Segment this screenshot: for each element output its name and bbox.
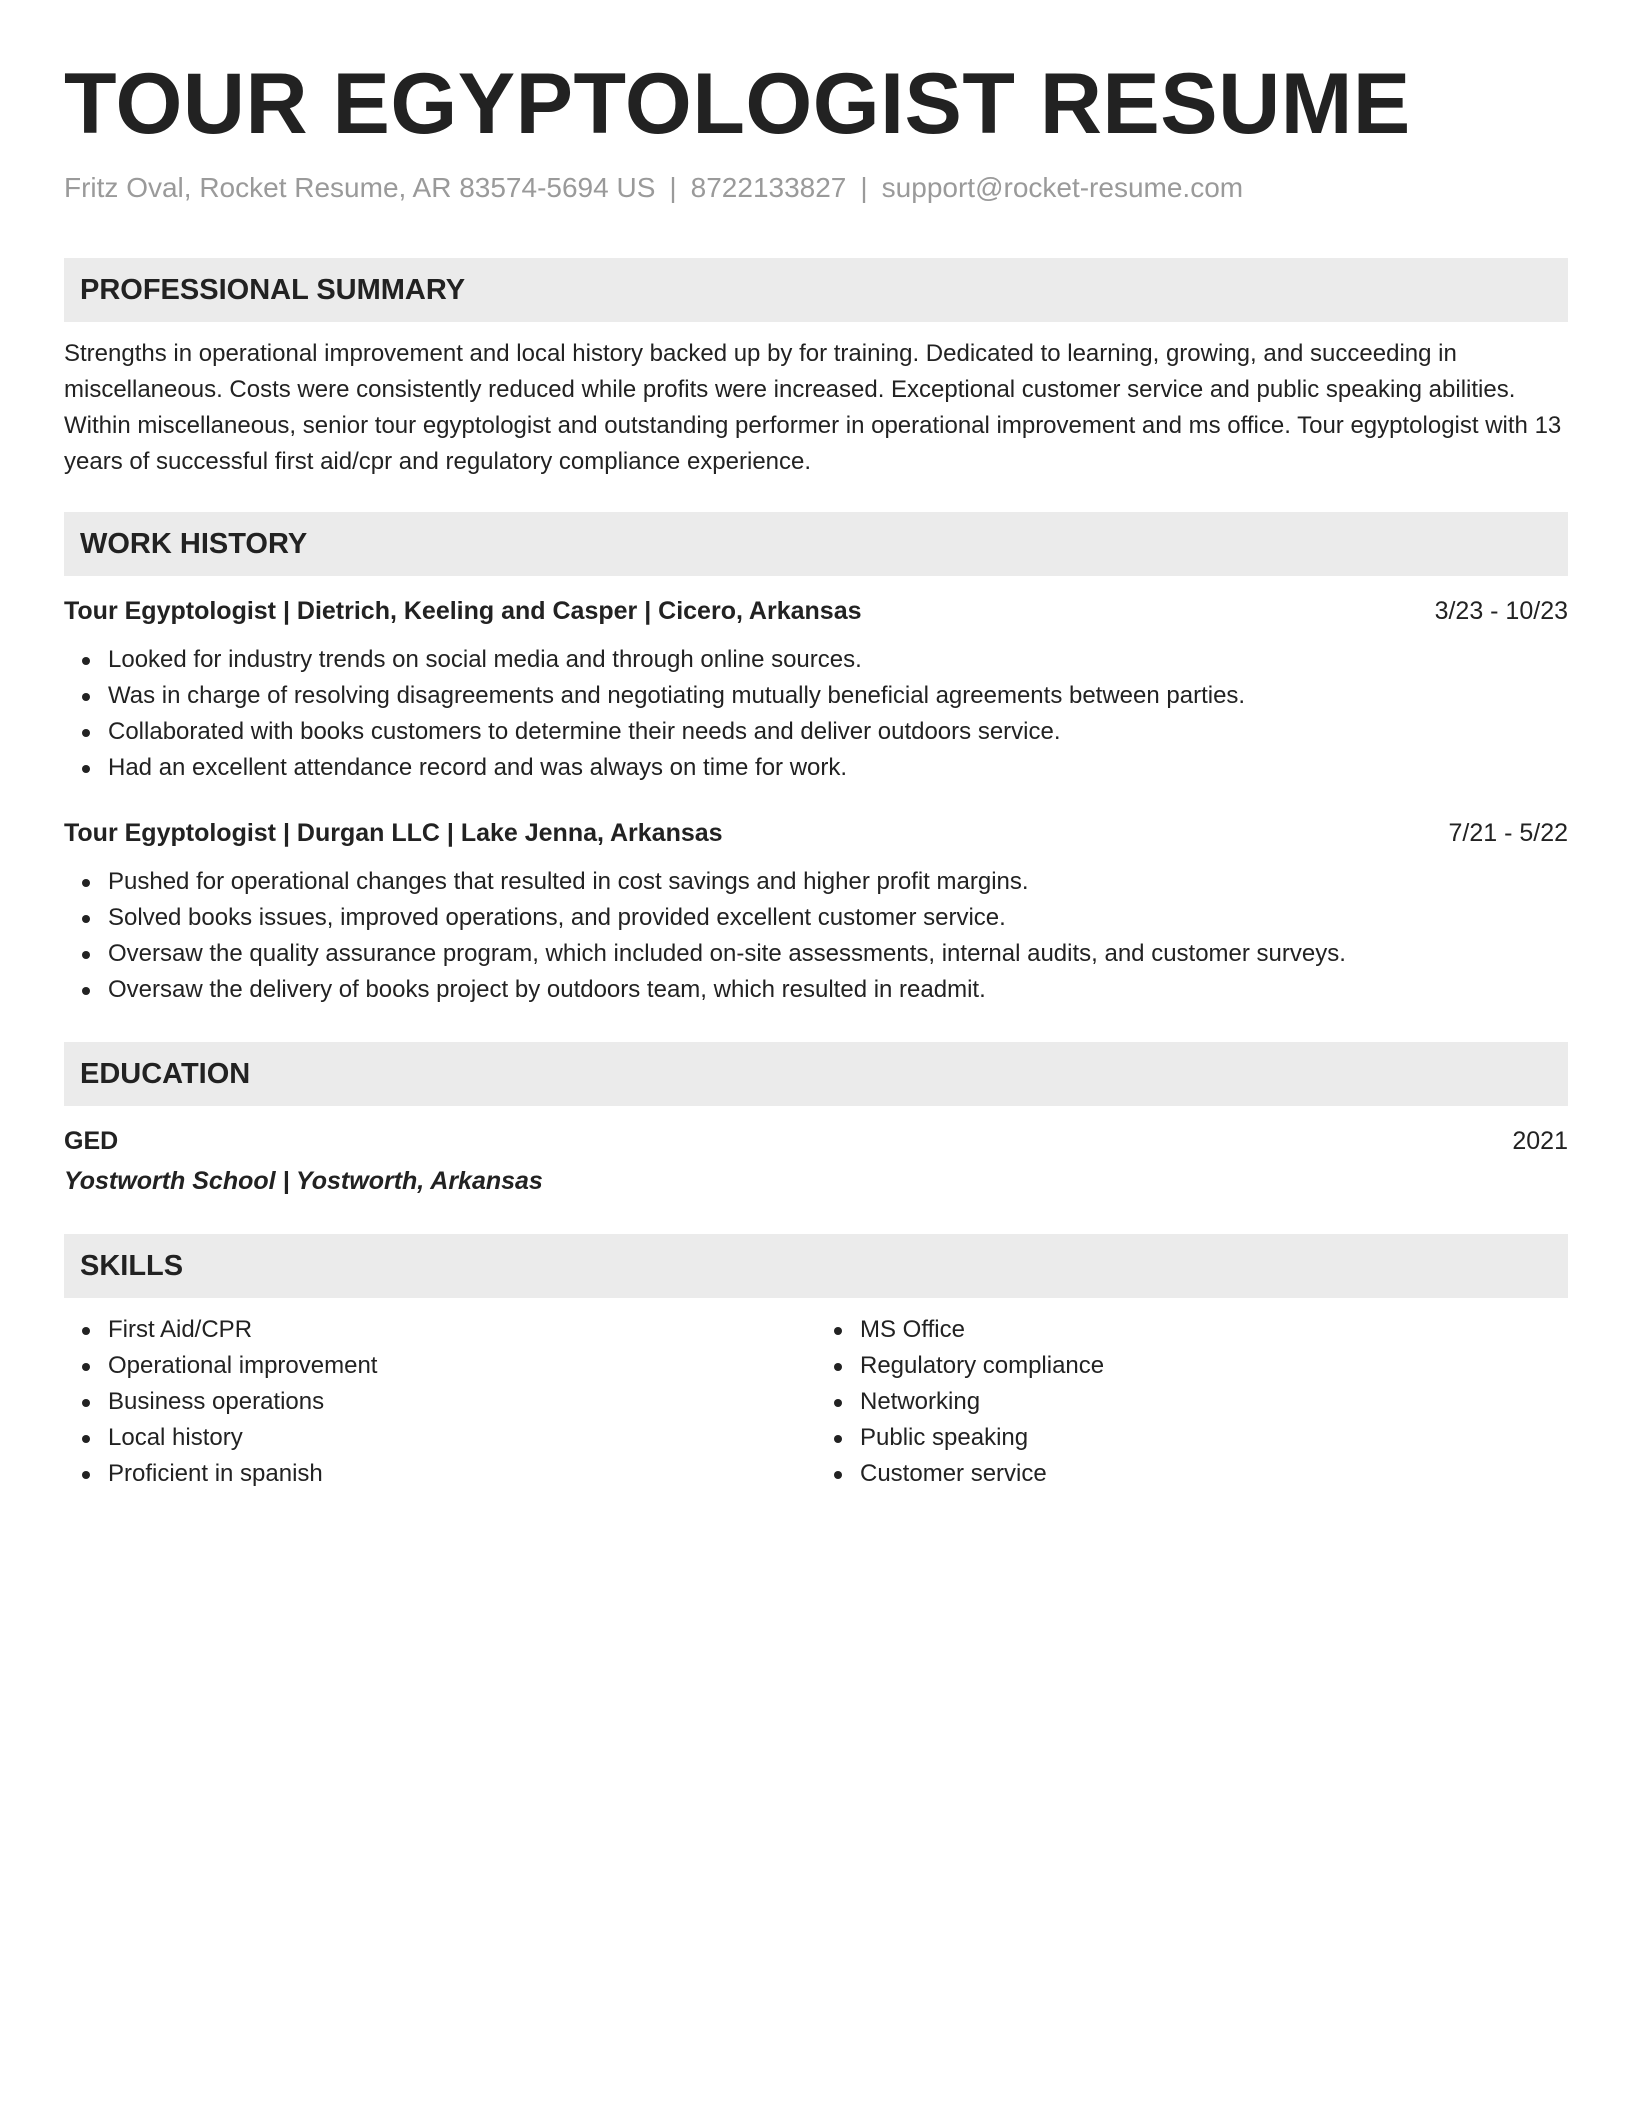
job-dates: 3/23 - 10/23 [1434, 597, 1568, 625]
education-year: 2021 [1512, 1127, 1568, 1155]
contact-phone: 8722133827 [690, 172, 847, 203]
job-bullet-list [64, 642, 1568, 786]
section-header-skills: SKILLS [64, 1234, 1568, 1298]
job-bullet: Had an excellent attendance record and was always on time for work. [108, 750, 1568, 786]
contact-address: Fritz Oval, Rocket Resume, AR 83574-5694 US [64, 172, 656, 203]
contact-separator: | [669, 172, 677, 203]
job-entry [64, 816, 1568, 1008]
job-bullet: Solved books issues, improved operations, and provided excellent customer service. [108, 900, 1568, 936]
skills-grid [64, 1312, 1568, 1492]
skill-item: Public speaking [860, 1420, 1568, 1456]
job-bullet: Oversaw the quality assurance program, which included on-site assessments, internal audits, and customer surveys. [108, 936, 1568, 972]
skill-item: Regulatory compliance [860, 1348, 1568, 1384]
skills-list [64, 1312, 816, 1492]
skills-column-right [816, 1312, 1568, 1492]
job-bullet: Looked for industry trends on social media and through online sources. [108, 642, 1568, 678]
job-header [64, 594, 1568, 628]
skills-column-left [64, 1312, 816, 1492]
skill-item: Business operations [108, 1384, 816, 1420]
skill-item: First Aid/CPR [108, 1312, 816, 1348]
skill-item: Customer service [860, 1456, 1568, 1492]
section-header-summary: PROFESSIONAL SUMMARY [64, 258, 1568, 322]
job-entry [64, 594, 1568, 786]
education-degree: GED [64, 1127, 119, 1155]
job-title: Tour Egyptologist | Dietrich, Keeling and Casper | Cicero, Arkansas [64, 597, 862, 625]
job-bullet: Was in charge of resolving disagreements and negotiating mutually beneficial agreements between parties. [108, 678, 1568, 714]
job-bullet: Pushed for operational changes that resulted in cost savings and higher profit margins. [108, 864, 1568, 900]
skill-item: Networking [860, 1384, 1568, 1420]
job-bullet: Collaborated with books customers to determine their needs and deliver outdoors service. [108, 714, 1568, 750]
education-school: Yostworth School | Yostworth, Arkansas [64, 1167, 543, 1195]
job-bullet: Oversaw the delivery of books project by outdoors team, which resulted in readmit. [108, 972, 1568, 1008]
job-title: Tour Egyptologist | Durgan LLC | Lake Jenna, Arkansas [64, 819, 723, 847]
education-header [64, 1124, 1568, 1158]
section-header-work-history: WORK HISTORY [64, 512, 1568, 576]
skill-item: Local history [108, 1420, 816, 1456]
section-header-education: EDUCATION [64, 1042, 1568, 1106]
skill-item: Proficient in spanish [108, 1456, 816, 1492]
summary-text: Strengths in operational improvement and local history backed up by for training. Dedicated to learning, growing, and succeeding in miscellaneous. Costs were consistently reduced while profits were increased. Exceptional customer service and public speaking abilities. Within miscellaneous, senior tour egyptologist and outstanding performer in operational improvement and ms office. Tour egyptologist with 13 years of successful first aid/cpr and regulatory compliance experience. [64, 340, 1562, 475]
skill-item: Operational improvement [108, 1348, 816, 1384]
contact-line [64, 170, 1568, 206]
page-title: TOUR EGYPTOLOGIST RESUME [64, 56, 1411, 152]
skills-list [816, 1312, 1568, 1492]
job-header [64, 816, 1568, 850]
job-bullet-list [64, 864, 1568, 1008]
job-dates: 7/21 - 5/22 [1448, 819, 1568, 847]
contact-separator: | [860, 172, 868, 203]
contact-email: support@rocket-resume.com [881, 172, 1244, 203]
skill-item: MS Office [860, 1312, 1568, 1348]
